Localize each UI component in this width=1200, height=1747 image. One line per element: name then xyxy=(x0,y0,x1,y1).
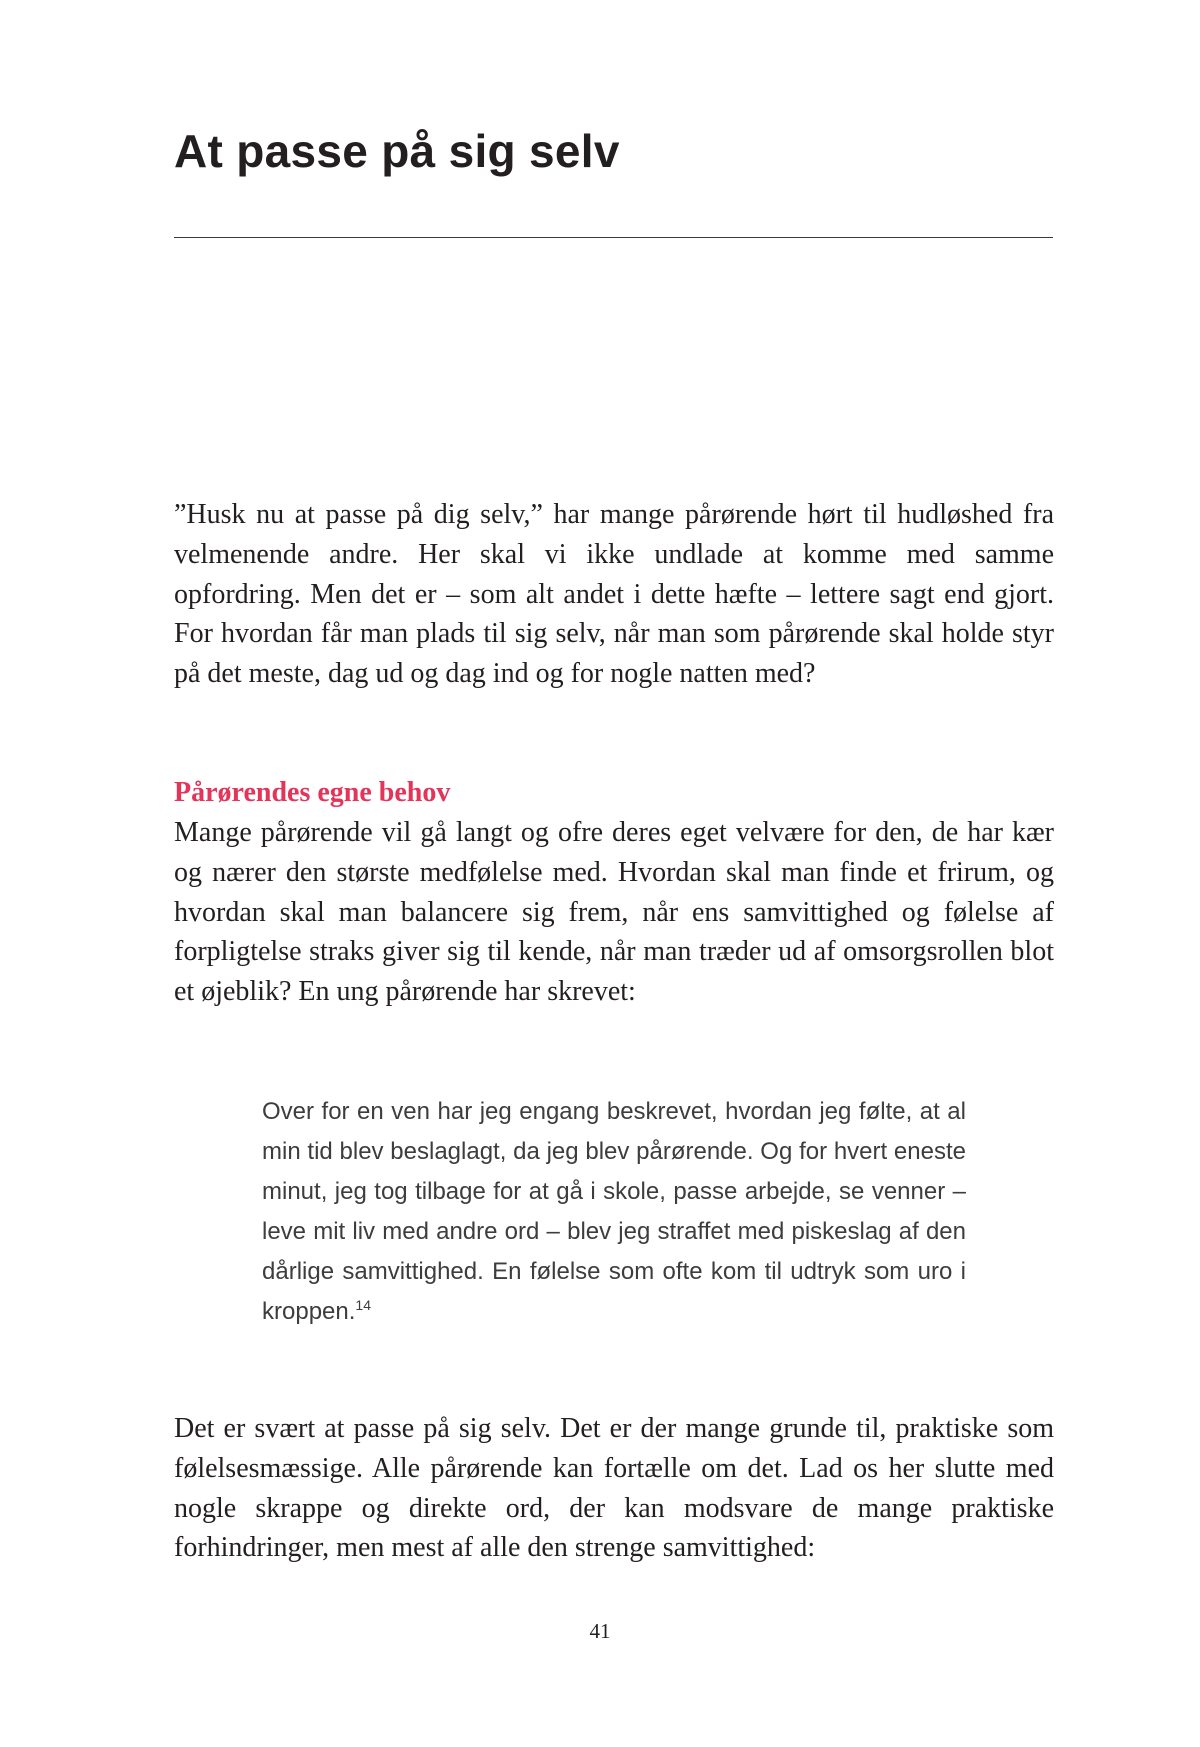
section-heading: Pårørendes egne behov xyxy=(174,777,451,808)
quote-text: Over for en ven har jeg engang beskrevet, hvordan jeg følte, at al min tid blev beslaglagt, da jeg blev pårørende. Og for hvert eneste minut, jeg tog tilbage for at gå i skole, passe arbejde, se venner – leve mit liv med andre ord – blev jeg straffet med piskeslag af den dårlige samvittighed. En følelse som ofte kom til udtryk som uro i kroppen. xyxy=(262,1098,966,1325)
section-paragraph: Mange pårørende vil gå langt og ofre deres eget velvære for den, de har kær og nærer den største medfølelse med. Hvordan skal man finde et frirum, og hvordan skal man balancere sig frem, når ens samvittighed og følelse af forpligtelse straks giver sig til kende, når man træder ud af omsorgsrollen blot et øjeblik? En ung pårørende har skrevet: xyxy=(174,817,1054,1008)
page-title: At passe på sig selv xyxy=(174,125,620,177)
intro-paragraph: ”Husk nu at passe på dig selv,” har mange pårørende hørt til hudløshed fra velmenende andre. Her skal vi ikke undlade at komme med samme opfordring. Men det er – som alt andet i dette hæfte – lettere sagt end gjort. For hvordan får man plads til sig selv, når man som pårørende skal holde styr på det meste, dag ud og dag ind og for nogle natten med? xyxy=(174,499,1054,690)
title-divider xyxy=(174,237,1053,238)
block-quote xyxy=(262,1092,966,1332)
closing-paragraph: Det er svært at passe på sig selv. Det er der mange grunde til, praktiske som følelsesmæssige. Alle pårørende kan fortælle om det. Lad os her slutte med nogle skrappe og direkte ord, der kan modsvare de mange praktiske forhindringer, men mest af alle den strenge samvittighed: xyxy=(174,1413,1054,1564)
footnote-reference[interactable]: 14 xyxy=(355,1297,371,1313)
page-number: 41 xyxy=(589,1619,611,1643)
